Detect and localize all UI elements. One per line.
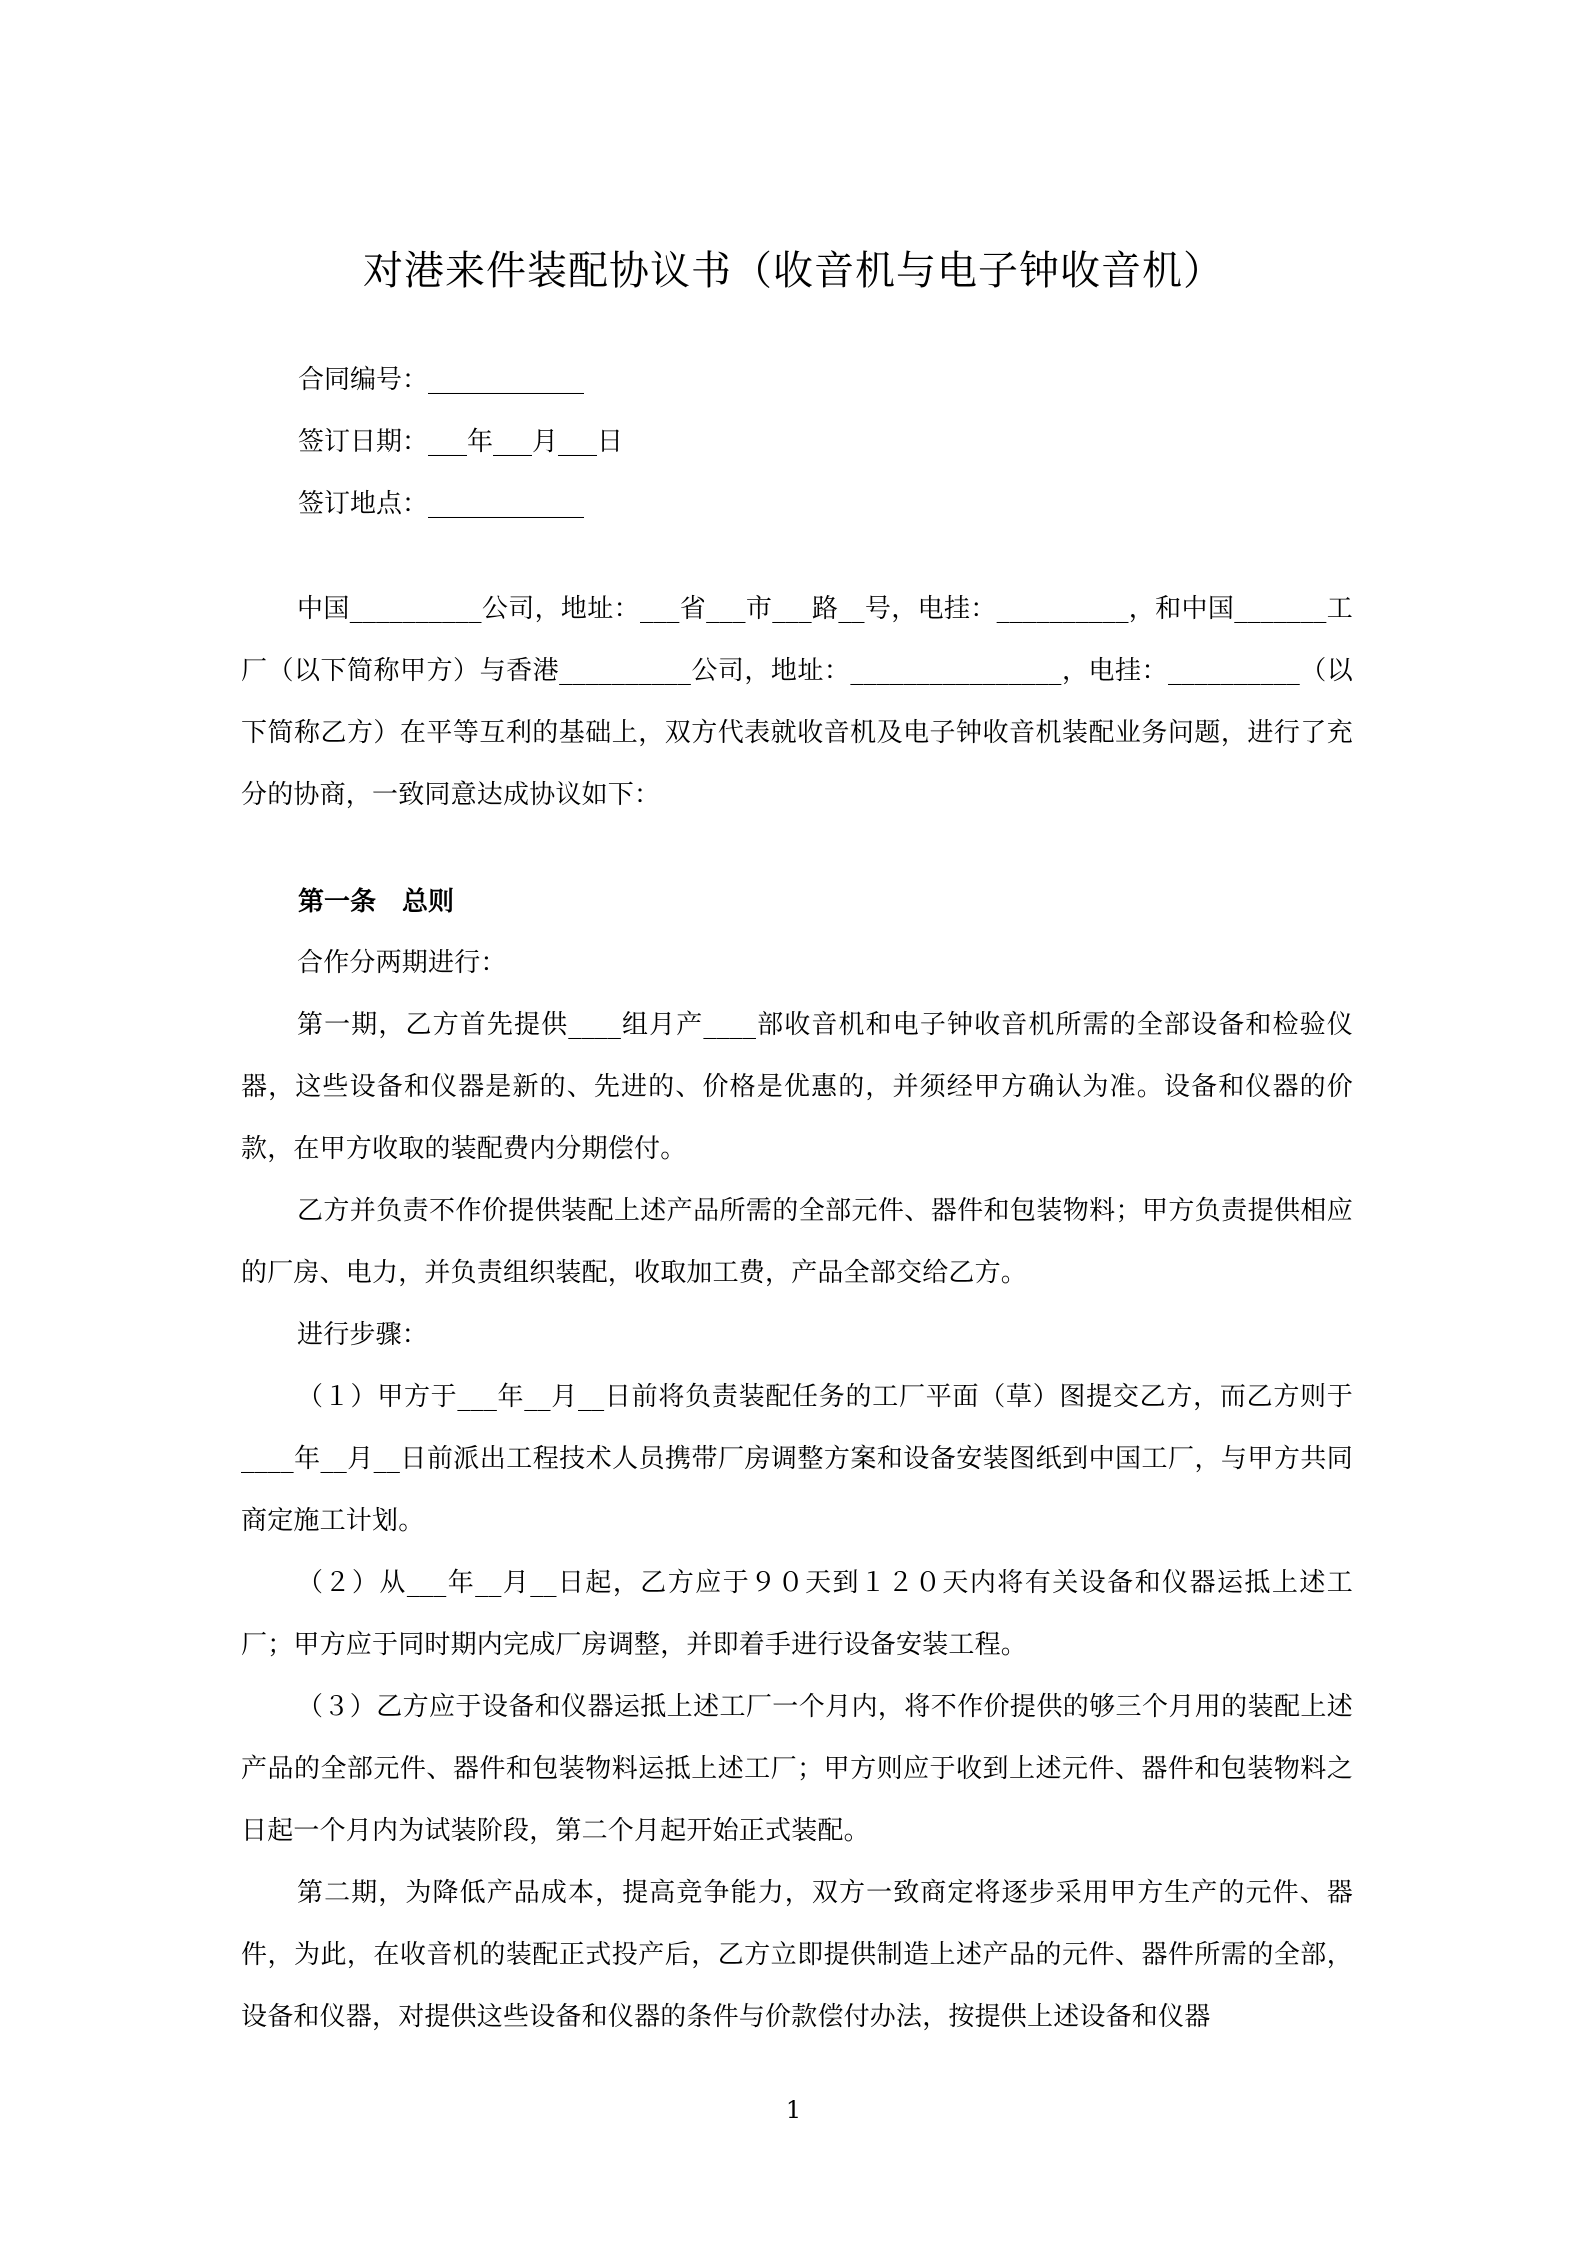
paragraph-4: 进行步骤： [297, 1320, 429, 1350]
paragraph-3: 乙方并负责不作价提供装配上述产品所需的全部元件、器件和包装物料；甲方负责提供相应的厂房、电力，并负责组织装配，收取加工费，产品全部交给乙方。 [241, 1196, 1353, 1288]
paragraph-5: （１）甲方于___年__月__日前将负责装配任务的工厂平面（草）图提交乙方，而乙方则于____年__月__日前派出工程技术人员携带厂房调整方案和设备安装图纸到中国工厂，与甲方共同商定施工计划。 [241, 1382, 1353, 1536]
sign-place-line: 签订地点：____________ [298, 489, 585, 519]
paragraph-6: （２）从___年__月__日起，乙方应于９０天到１２０天内将有关设备和仪器运抵上述工厂；甲方应于同时期内完成厂房调整，并即着手进行设备安装工程。 [241, 1568, 1353, 1660]
page-number: 1 [785, 2096, 802, 2124]
contract-number-line: 合同编号：____________ [298, 365, 585, 395]
paragraph-2: 第一期，乙方首先提供____组月产____部收音机和电子钟收音机所需的全部设备和检验仪器，这些设备和仪器是新的、先进的、价格是优惠的，并须经甲方确认为准。设备和仪器的价款，在甲方收取的装配费内分期偿付。 [241, 1010, 1353, 1164]
paragraph-1: 合作分两期进行： [297, 948, 507, 978]
paragraph-8: 第二期，为降低产品成本，提高竞争能力，双方一致商定将逐步采用甲方生产的元件、器件，为此，在收音机的装配正式投产后，乙方立即提供制造上述产品的元件、器件所需的全部，设备和仪器，对提供这些设备和仪器的条件与价款偿付办法，按提供上述设备和仪器 [241, 1878, 1353, 2032]
intro-paragraph: 中国__________公司，地址：___省___市___路__号，电挂：__________，和中国_______工厂（以下简称甲方）与香港__________公司，地址：________________，电挂：__________（以下简称乙方）在平等互利的基础上，双方代表就收音机及电子钟收音机装配业务问题，进行了充分的协商，一致同意达成协议如下： [241, 594, 1353, 810]
article-1-heading: 第一条 总则 [298, 887, 455, 917]
paragraph-7: （３）乙方应于设备和仪器运抵上述工厂一个月内，将不作价提供的够三个月用的装配上述产品的全部元件、器件和包装物料运抵上述工厂；甲方则应于收到上述元件、器件和包装物料之日起一个月内为试装阶段，第二个月起开始正式装配。 [241, 1692, 1353, 1846]
document-title: 对港来件装配协议书（收音机与电子钟收音机） [363, 248, 1224, 294]
sign-date-line: 签订日期：___年___月___日 [298, 427, 624, 457]
